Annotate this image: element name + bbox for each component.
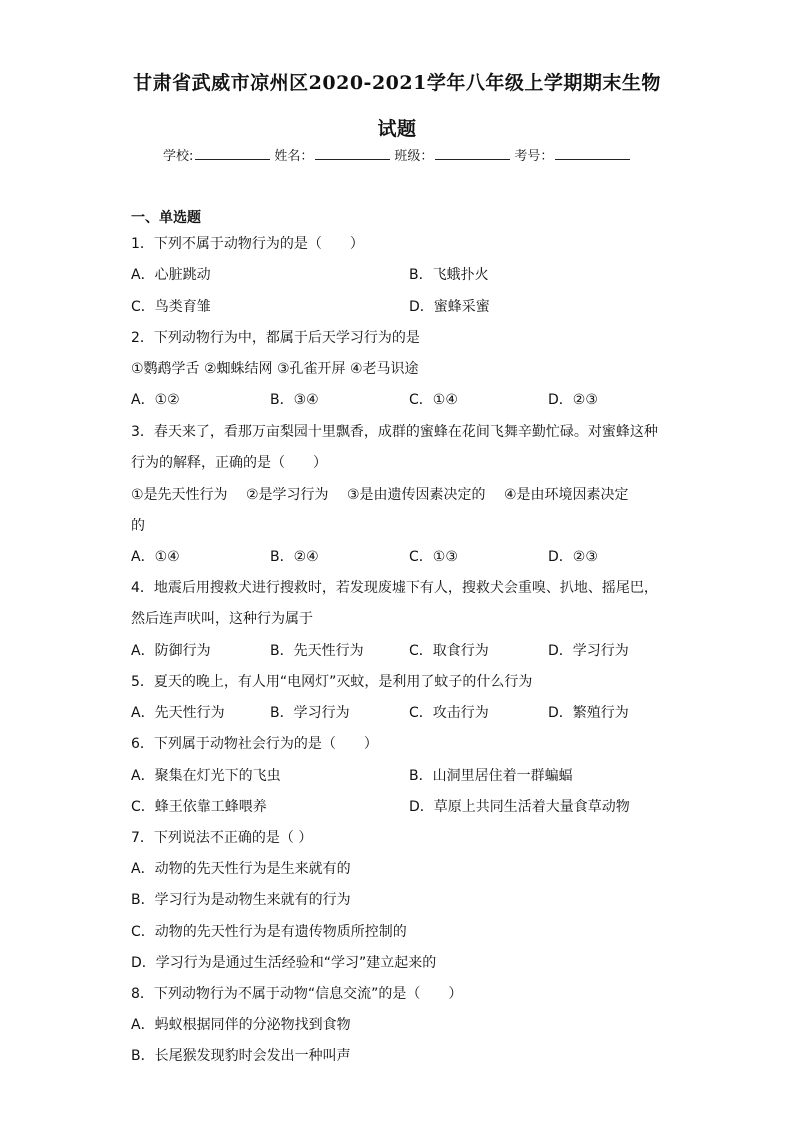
question-2-option-c: C．①④ (409, 392, 458, 408)
question-4-option-b: B．先天性行为 (270, 643, 364, 659)
question-4-stem: 4．地震后用搜救犬进行搜救时，若发现废墟下有人，搜救犬会重嗅、扒地、摇尾巴， (131, 580, 658, 596)
question-8-stem: 8．下列动物行为不属于动物“信息交流”的是（ ） (131, 986, 463, 1002)
question-1-option-c: C．鸟类育雏 (131, 299, 211, 315)
question-8-option-a: A．蚂蚁根据同伴的分泌物找到食物 (131, 1017, 351, 1033)
question-2-option-d: D．②③ (548, 392, 598, 408)
question-3-items-continued: 的 (131, 518, 145, 534)
class-label: 班级： (394, 149, 434, 164)
question-7-option-d: D．学习行为是通过生活经验和“学习”建立起来的 (131, 955, 437, 971)
question-1-stem: 1．下列不属于动物行为的是（ ） (131, 236, 364, 252)
school-label: 学校: (163, 149, 194, 164)
question-7-option-b: B．学习行为是动物生来就有的行为 (131, 892, 351, 908)
question-6-option-d: D．草原上共同生活着大量食草动物 (409, 799, 630, 815)
question-7-stem: 7．下列说法不正确的是（ ） (131, 830, 313, 846)
page-title-continued: 试题 (377, 118, 417, 140)
question-4-option-d: D．学习行为 (548, 643, 629, 659)
question-1-option-a: A．心脏跳动 (131, 267, 211, 283)
question-1-option-d: D．蜜蜂采蜜 (409, 299, 490, 315)
question-2-items: ①鹦鹉学舌 ②蜘蛛结网 ③孔雀开屏 ④老马识途 (131, 361, 419, 377)
student-info-row (163, 145, 634, 164)
name-label: 姓名： (274, 149, 314, 164)
exam-number-label: 考号： (514, 149, 554, 164)
class-blank[interactable] (435, 147, 510, 160)
question-3-option-a: A．①④ (131, 549, 180, 565)
question-4-option-c: C．取食行为 (409, 643, 489, 659)
school-blank[interactable] (195, 147, 270, 160)
question-3-items: ①是先天性行为 ②是学习行为 ③是由遗传因素决定的 ④是由环境因素决定 (131, 487, 629, 503)
exam-number-blank[interactable] (555, 147, 630, 160)
question-3-option-c: C．①③ (409, 549, 458, 565)
section-title: 一、单选题 (131, 210, 201, 226)
question-8-option-b: B．长尾猴发现豹时会发出一种叫声 (131, 1048, 351, 1064)
question-6-option-b: B．山洞里居住着一群蝙蝠 (409, 768, 573, 784)
question-6-option-a: A．聚集在灯光下的飞虫 (131, 768, 281, 784)
question-6-option-c: C．蜂王依靠工蜂喂养 (131, 799, 267, 815)
question-5-option-d: D．繁殖行为 (548, 705, 629, 721)
question-7-option-c: C．动物的先天性行为是有遗传物质所控制的 (131, 924, 407, 940)
question-2-stem: 2．下列动物行为中，都属于后天学习行为的是 (131, 330, 420, 346)
question-4-stem-continued: 然后连声吠叫，这种行为属于 (131, 611, 313, 627)
question-3-option-d: D．②③ (548, 549, 598, 565)
question-2-option-b: B．③④ (270, 392, 319, 408)
question-1-option-b: B．飞蛾扑火 (409, 267, 489, 283)
question-3-stem: 3．春天来了，看那万亩梨园十里飘香，成群的蜜蜂在花间飞舞辛勤忙碌。对蜜蜂这种 (131, 424, 658, 440)
question-2-option-a: A．①② (131, 392, 180, 408)
page-title: 甘肃省武威市凉州区2020-2021学年八年级上学期期末生物 (133, 72, 661, 94)
question-3-stem-continued: 行为的解释，正确的是（ ） (131, 455, 327, 471)
question-5-option-a: A．先天性行为 (131, 705, 225, 721)
question-5-stem: 5．夏天的晚上，有人用“电网灯”灭蚊，是利用了蚊子的什么行为 (131, 674, 533, 690)
name-blank[interactable] (315, 147, 390, 160)
question-5-option-c: C．攻击行为 (409, 705, 489, 721)
question-5-option-b: B．学习行为 (270, 705, 350, 721)
question-7-option-a: A．动物的先天性行为是生来就有的 (131, 861, 351, 877)
question-6-stem: 6．下列属于动物社会行为的是（ ） (131, 736, 378, 752)
question-4-option-a: A．防御行为 (131, 643, 211, 659)
question-3-option-b: B．②④ (270, 549, 319, 565)
